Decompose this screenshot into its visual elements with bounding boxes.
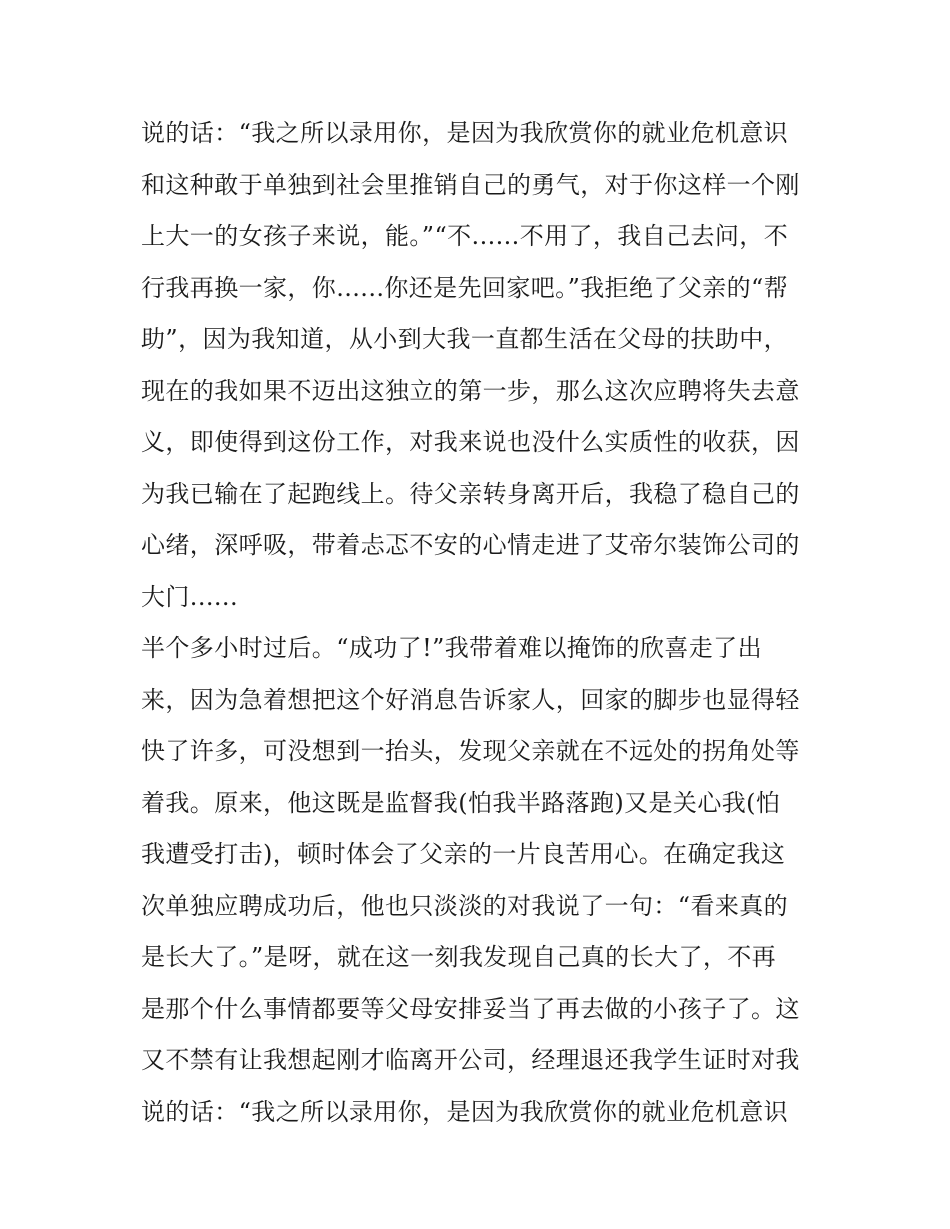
text-line: 次单独应聘成功后，他也只淡淡的对我说了一句：“看来真的	[141, 891, 789, 920]
text-line: 是长大了。”是呀，就在这一刻我发现自己真的长大了，不再	[141, 943, 777, 971]
text-line: 助”，因为我知道，从小到大我一直都生活在父母的扶助中，	[141, 325, 789, 353]
text-line: 说的话：“我之所以录用你，是因为我欣赏你的就业危机意识	[141, 119, 789, 147]
text-line: 来，因为急着想把这个好消息告诉家人，回家的脚步也显得轻	[141, 685, 800, 714]
text-line: 半个多小时过后。“成功了!”我带着难以掩饰的欣喜走了出	[141, 634, 762, 662]
text-line: 义，即使得到这份工作，对我来说也没什么实质性的收获，因	[141, 428, 800, 456]
text-line: 是那个什么事情都要等父母安排妥当了再去做的小孩子了。这	[141, 994, 800, 1023]
body-text	[141, 108, 821, 1138]
text-line: 大门......	[141, 582, 238, 611]
text-line: 我遭受打击)，顿时体会了父亲的一片良苦用心。在确定我这	[141, 840, 786, 868]
text-line: 现在的我如果不迈出这独立的第一步，那么这次应聘将失去意	[141, 376, 800, 405]
text-line: 和这种敢于单独到社会里推销自己的勇气，对于你这样一个刚	[141, 170, 800, 199]
text-line: 说的话：“我之所以录用你，是因为我欣赏你的就业危机意识	[141, 1097, 789, 1126]
text-line: 快了许多，可没想到一抬头，发现父亲就在不远处的拐角处等	[141, 737, 800, 765]
text-line: 着我。原来，他这既是监督我(怕我半路落跑)又是关心我(怕	[141, 788, 781, 817]
text-line: 为我已输在了起跑线上。待父亲转身离开后，我稳了稳自己的	[141, 479, 800, 508]
text-line: 行我再换一家，你......你还是先回家吧。”我拒绝了父亲的“帮	[141, 273, 789, 302]
text-line: 上大一的女孩子来说，能。”“不......不用了，我自己去问，不	[141, 222, 789, 250]
text-line: 心绪，深呼吸，带着忐忑不安的心情走进了艾帝尔装饰公司的	[141, 531, 800, 559]
text-line: 又不禁有让我想起刚才临离开公司，经理退还我学生证时对我	[141, 1046, 800, 1074]
